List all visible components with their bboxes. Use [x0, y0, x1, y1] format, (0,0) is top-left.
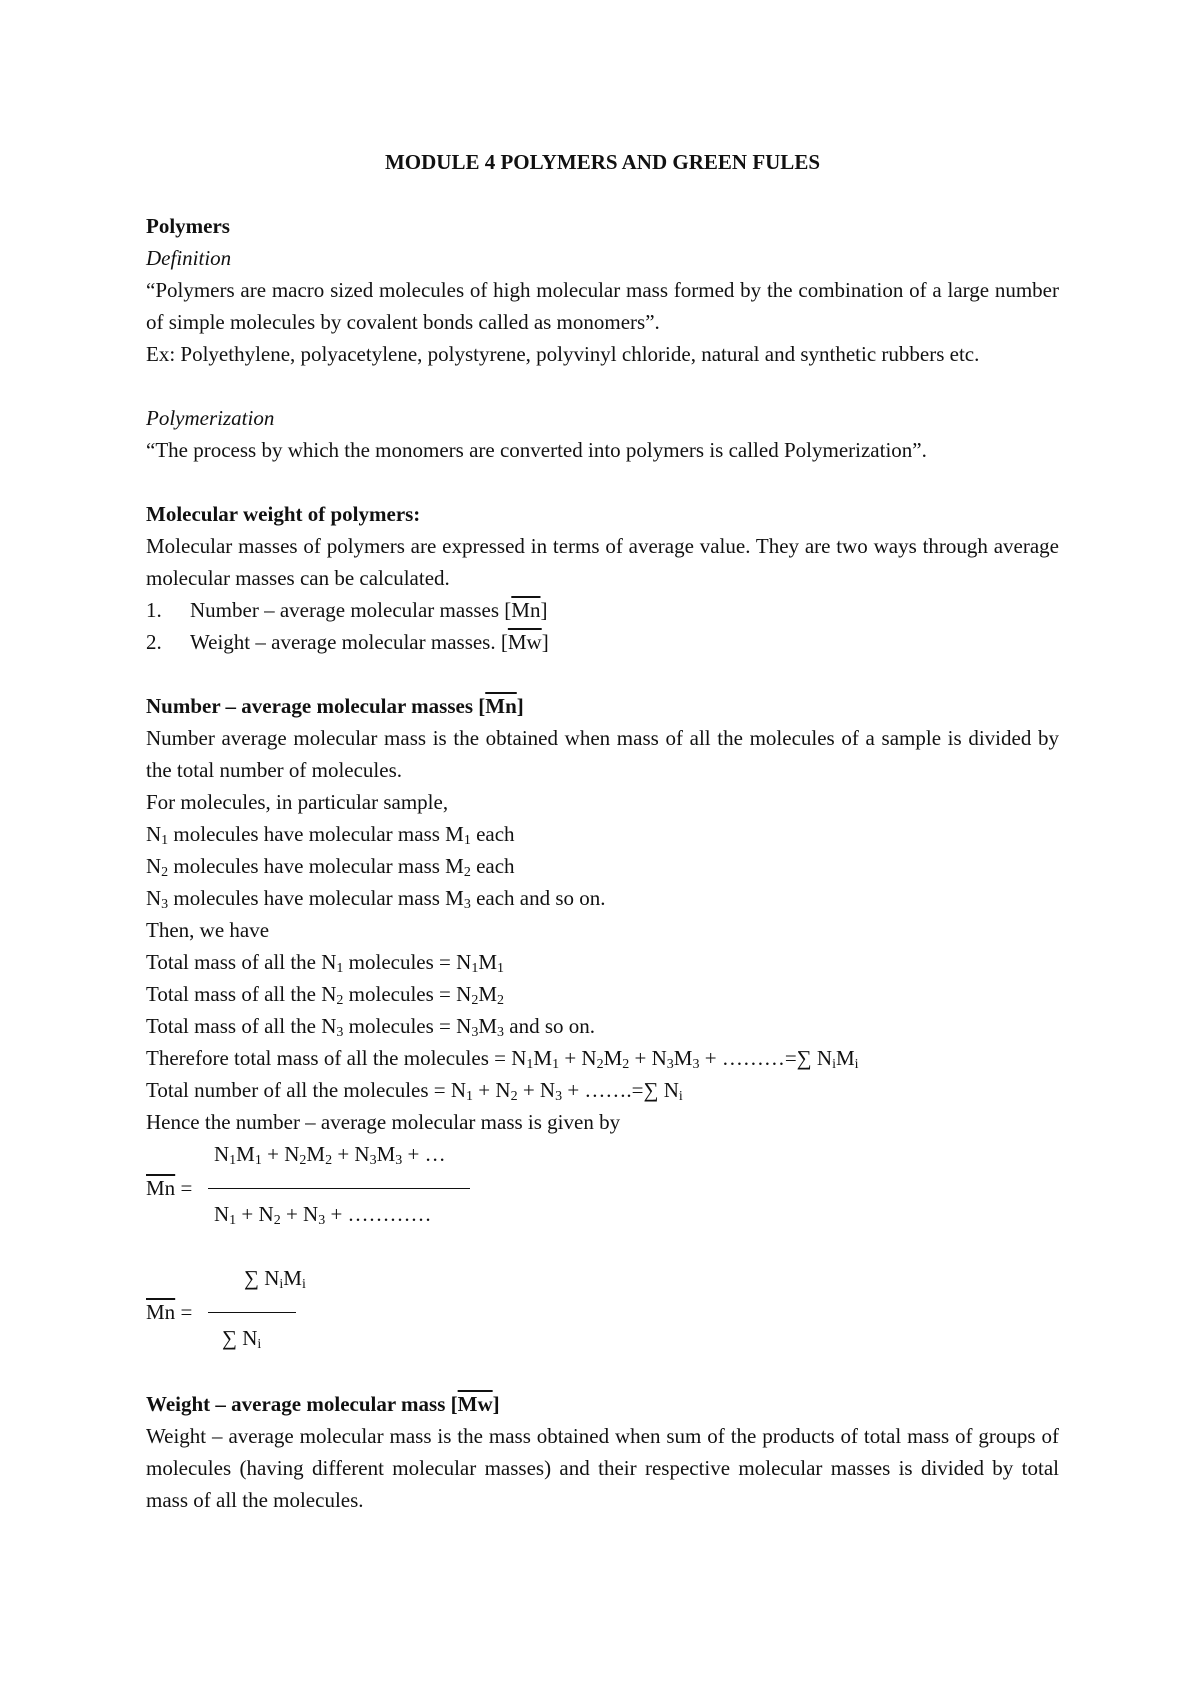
molecular-weight-heading: Molecular weight of polymers: — [146, 502, 421, 526]
total-mass-n2-line: Total mass of all the $N_2$ molecules = $N_2M_2$ — [146, 982, 504, 1008]
definition-text: “Polymers are macro sized molecules of high molecular mass formed by the combination of a large number of simple molecules by covalent bonds called as monomers”. — [146, 278, 1059, 334]
formula-numerator: $N_1M_1 + N_2M_2 + N_3M_3$ + … — [214, 1142, 446, 1168]
total-number-line: Total number of all the molecules = $N_1 + N_2 + N_3$ + …….=∑ $N_i$ — [146, 1078, 683, 1104]
total-mass-n1-line: Total mass of all the $N_1$ molecules = $N_1M_1$ — [146, 950, 504, 976]
formula-numerator: ∑ $N_iM_i$ — [244, 1266, 306, 1292]
mw-symbol: $\overline{Mw}$ — [507, 630, 542, 654]
polymers-heading: Polymers — [146, 214, 230, 238]
n2-line: $N_2$ molecules have molecular mass $M_2$ each — [146, 854, 515, 880]
list-text: Weight – average molecular masses. [ — [190, 630, 508, 654]
mn-formula-expanded — [146, 1138, 1059, 1238]
definition-label: Definition — [146, 246, 232, 270]
fraction-bar — [208, 1312, 296, 1313]
weight-average-text: Weight – average molecular mass is the mass obtained when sum of the products of total mass of groups of molecules (having different molecular masses) and their respective molecular masses is divided by total mass of all the molecules. — [146, 1424, 1059, 1512]
list-text: Number – average molecular masses [ — [190, 598, 512, 622]
number-average-heading: Number – average molecular masses $[\overline{Mn}]$ — [146, 694, 524, 718]
formula-lhs: $\overline{Mn}$ = — [146, 1300, 193, 1324]
list-item: 1. Number – average molecular masses $[\overline{Mn}]$ — [146, 594, 1059, 626]
formula-denominator: ∑ $N_i$ — [222, 1326, 262, 1352]
list-number: 2. — [146, 630, 162, 654]
list-number: 1. — [146, 598, 162, 622]
total-mass-n3-line: Total mass of all the $N_3$ molecules = $N_3M_3$ and so on. — [146, 1014, 595, 1040]
hence-line: Hence the number – average molecular mass is given by — [146, 1110, 621, 1134]
mn-symbol: $\overline{Mn}$ — [511, 598, 541, 622]
molecular-weight-text: Molecular masses of polymers are expressed in terms of average value. They are two ways through average molecular masses can be calculated. — [146, 534, 1059, 590]
total-mass-all-line: Therefore total mass of all the molecules = $N_1M_1 + N_2M_2 + N_3M_3$ + ………=∑ $N_iM_i$ — [146, 1046, 859, 1072]
formula-lhs: $\overline{Mn}$ = — [146, 1176, 193, 1200]
polymerization-label: Polymerization — [146, 406, 275, 430]
then-line: Then, we have — [146, 918, 270, 942]
n1-line: $N_1$ molecules have molecular mass $M_1$ each — [146, 822, 515, 848]
n3-line: $N_3$ molecules have molecular mass $M_3$ each and so on. — [146, 886, 606, 912]
polymerization-text: “The process by which the monomers are converted into polymers is called Polymerization”. — [146, 438, 927, 462]
weight-average-heading: Weight – average molecular mass $[\overline{Mw}]$ — [146, 1392, 500, 1416]
page-title: MODULE 4 POLYMERS AND GREEN FULES — [384, 150, 821, 174]
list-item: 2. Weight – average molecular masses. $[\overline{Mw}]$ — [146, 626, 1059, 658]
fraction-bar — [208, 1188, 470, 1189]
number-average-text: Number average molecular mass is the obtained when mass of all the molecules of a sample is divided by the total number of molecules. — [146, 726, 1059, 782]
sample-line: For molecules, in particular sample, — [146, 790, 449, 814]
mn-formula-sum — [146, 1262, 1059, 1362]
document-content — [146, 134, 1059, 1516]
examples-text: Ex: Polyethylene, polyacetylene, polystyrene, polyvinyl chloride, natural and synthetic rubbers etc. — [146, 342, 980, 366]
formula-denominator: $N_1 + N_2 + N_3$ + ………… — [214, 1202, 432, 1228]
